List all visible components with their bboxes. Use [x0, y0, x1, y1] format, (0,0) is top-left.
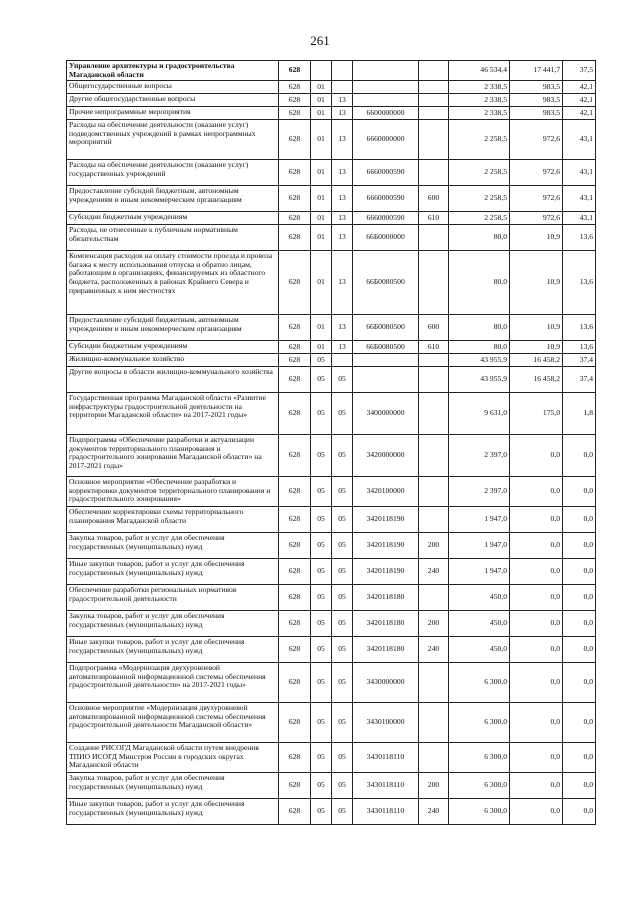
- cell-section: 05: [311, 585, 332, 611]
- cell-section: 01: [311, 225, 332, 251]
- cell-section: [311, 61, 332, 81]
- table-row: [67, 61, 596, 81]
- cell-percent: 0,0: [563, 477, 596, 507]
- cell-percent: 37,5: [563, 61, 596, 81]
- cell-plan: 46 534,4: [449, 61, 510, 81]
- cell-name: Закупка товаров, работ и услуг для обеспечения государственных (муниципальных) нужд: [67, 773, 279, 799]
- cell-target-article: [353, 94, 419, 107]
- cell-section: 05: [311, 663, 332, 703]
- cell-expense-type: [419, 94, 449, 107]
- cell-target-article: 6660000000: [353, 120, 419, 160]
- cell-percent: 0,0: [563, 773, 596, 799]
- cell-expense-type: [419, 107, 449, 120]
- cell-name: Закупка товаров, работ и услуг для обеспечения государственных (муниципальных) нужд: [67, 533, 279, 559]
- cell-fact: 0,0: [510, 703, 563, 743]
- cell-name: Обеспечение корректировки схемы территориального планирования Магаданской области: [67, 507, 279, 533]
- cell-section: 05: [311, 533, 332, 559]
- cell-section: 05: [311, 773, 332, 799]
- table-row: [67, 743, 596, 773]
- cell-plan: 2 258,5: [449, 160, 510, 186]
- cell-plan: 450,0: [449, 585, 510, 611]
- cell-section: 05: [311, 559, 332, 585]
- cell-plan: 80,0: [449, 225, 510, 251]
- cell-expense-type: 610: [419, 341, 449, 354]
- cell-expense-type: [419, 81, 449, 94]
- table-row: [67, 251, 596, 315]
- cell-section: 01: [311, 94, 332, 107]
- cell-percent: 0,0: [563, 435, 596, 477]
- cell-section: 05: [311, 743, 332, 773]
- cell-subsection: 05: [332, 637, 353, 663]
- cell-expense-type: [419, 703, 449, 743]
- cell-grbs: 628: [279, 611, 311, 637]
- table-row: [67, 477, 596, 507]
- cell-expense-type: [419, 663, 449, 703]
- table-row: [67, 212, 596, 225]
- cell-fact: 0,0: [510, 533, 563, 559]
- cell-target-article: 3420118190: [353, 507, 419, 533]
- cell-percent: 13,6: [563, 225, 596, 251]
- cell-target-article: 3420118190: [353, 559, 419, 585]
- cell-subsection: 05: [332, 585, 353, 611]
- cell-name: Другие общегосударственные вопросы: [67, 94, 279, 107]
- cell-grbs: 628: [279, 81, 311, 94]
- cell-section: 05: [311, 611, 332, 637]
- cell-grbs: 628: [279, 225, 311, 251]
- cell-grbs: 628: [279, 315, 311, 341]
- cell-grbs: 628: [279, 559, 311, 585]
- cell-section: 05: [311, 354, 332, 367]
- cell-name: Основное мероприятие «Модернизация двухуровневой автоматизированной информационной системы обеспечения градостроительной деятельности Магаданской области»: [67, 703, 279, 743]
- cell-percent: 13,6: [563, 315, 596, 341]
- cell-subsection: 05: [332, 477, 353, 507]
- cell-name: Иные закупки товаров, работ и услуг для обеспечения государственных (муниципальных) нужд: [67, 799, 279, 825]
- cell-subsection: [332, 61, 353, 81]
- cell-subsection: 05: [332, 799, 353, 825]
- cell-expense-type: [419, 743, 449, 773]
- table-row: [67, 341, 596, 354]
- cell-section: 01: [311, 81, 332, 94]
- cell-target-article: 3420118190: [353, 533, 419, 559]
- table-row: [67, 367, 596, 393]
- cell-percent: 42,1: [563, 81, 596, 94]
- cell-percent: 42,1: [563, 107, 596, 120]
- cell-fact: 972,6: [510, 120, 563, 160]
- table-row: [67, 637, 596, 663]
- cell-subsection: 05: [332, 663, 353, 703]
- cell-fact: 10,9: [510, 251, 563, 315]
- cell-expense-type: 240: [419, 559, 449, 585]
- cell-section: 01: [311, 186, 332, 212]
- cell-fact: 0,0: [510, 507, 563, 533]
- cell-target-article: 3430118110: [353, 743, 419, 773]
- cell-grbs: 628: [279, 212, 311, 225]
- cell-name: Расходы на обеспечение деятельности (оказание услуг) государственных учреждений: [67, 160, 279, 186]
- cell-plan: 2 258,5: [449, 212, 510, 225]
- cell-name: Государственная программа Магаданской области «Развитие инфраструктуры градостроительной деятельности на территории Магаданской области» на 2017-2021 годы»: [67, 393, 279, 435]
- cell-plan: 2 338,5: [449, 81, 510, 94]
- cell-percent: 42,1: [563, 94, 596, 107]
- cell-subsection: 05: [332, 533, 353, 559]
- cell-target-article: [353, 367, 419, 393]
- cell-target-article: 66Б0080500: [353, 341, 419, 354]
- cell-section: 01: [311, 251, 332, 315]
- cell-percent: 0,0: [563, 703, 596, 743]
- cell-subsection: [332, 354, 353, 367]
- cell-percent: 13,6: [563, 341, 596, 354]
- cell-expense-type: 200: [419, 773, 449, 799]
- table-row: [67, 507, 596, 533]
- cell-target-article: 3420118180: [353, 637, 419, 663]
- cell-grbs: 628: [279, 507, 311, 533]
- cell-name: Субсидии бюджетным учреждениям: [67, 212, 279, 225]
- table-row: [67, 393, 596, 435]
- cell-grbs: 628: [279, 107, 311, 120]
- cell-name: Подпрограмма «Обеспечение разработки и актуализации документов территориального планирования и градостроительного зонирования Магаданской области» на 2017-2021 годы»: [67, 435, 279, 477]
- table-row: [67, 81, 596, 94]
- cell-grbs: 628: [279, 533, 311, 559]
- cell-plan: 2 338,5: [449, 107, 510, 120]
- cell-grbs: 628: [279, 367, 311, 393]
- cell-target-article: 66Б0080500: [353, 315, 419, 341]
- cell-fact: 983,5: [510, 107, 563, 120]
- cell-fact: 983,5: [510, 94, 563, 107]
- cell-grbs: 628: [279, 94, 311, 107]
- cell-subsection: [332, 81, 353, 94]
- cell-subsection: 13: [332, 160, 353, 186]
- cell-expense-type: [419, 61, 449, 81]
- cell-section: 05: [311, 799, 332, 825]
- cell-grbs: 628: [279, 585, 311, 611]
- cell-subsection: 13: [332, 225, 353, 251]
- cell-target-article: 66Б0000000: [353, 225, 419, 251]
- cell-grbs: 628: [279, 251, 311, 315]
- cell-section: 05: [311, 367, 332, 393]
- cell-target-article: 3430100000: [353, 703, 419, 743]
- cell-name: Управление архитектуры и градостроительства Магаданской области: [67, 61, 279, 81]
- cell-subsection: 13: [332, 120, 353, 160]
- cell-grbs: 628: [279, 435, 311, 477]
- cell-plan: 6 300,0: [449, 773, 510, 799]
- cell-name: Расходы, не отнесенные к публичным нормативным обязательствам: [67, 225, 279, 251]
- cell-grbs: 628: [279, 703, 311, 743]
- cell-fact: 175,0: [510, 393, 563, 435]
- cell-fact: 16 458,2: [510, 354, 563, 367]
- cell-section: 01: [311, 120, 332, 160]
- cell-percent: 0,0: [563, 559, 596, 585]
- cell-fact: 17 441,7: [510, 61, 563, 81]
- cell-grbs: 628: [279, 477, 311, 507]
- cell-target-article: [353, 61, 419, 81]
- cell-fact: 0,0: [510, 773, 563, 799]
- cell-subsection: 13: [332, 107, 353, 120]
- cell-name: Субсидии бюджетным учреждениям: [67, 341, 279, 354]
- cell-subsection: 13: [332, 186, 353, 212]
- cell-target-article: 3420000000: [353, 435, 419, 477]
- cell-section: 05: [311, 435, 332, 477]
- cell-plan: 6 300,0: [449, 703, 510, 743]
- cell-target-article: 3430000000: [353, 663, 419, 703]
- cell-plan: 2 258,5: [449, 186, 510, 212]
- cell-fact: 0,0: [510, 585, 563, 611]
- cell-fact: 10,9: [510, 341, 563, 354]
- cell-plan: 6 300,0: [449, 799, 510, 825]
- cell-grbs: 628: [279, 186, 311, 212]
- table-row: [67, 160, 596, 186]
- cell-subsection: 05: [332, 367, 353, 393]
- cell-percent: 13,6: [563, 251, 596, 315]
- cell-expense-type: 200: [419, 533, 449, 559]
- table-row: [67, 585, 596, 611]
- table-row: [67, 107, 596, 120]
- cell-target-article: 3420118180: [353, 611, 419, 637]
- cell-subsection: 13: [332, 341, 353, 354]
- cell-expense-type: 600: [419, 315, 449, 341]
- cell-name: Основное мероприятие «Обеспечение разработки и корректировки документов территориального планирования и градостроительного зонирования»: [67, 477, 279, 507]
- cell-section: 01: [311, 160, 332, 186]
- cell-target-article: 6660000590: [353, 186, 419, 212]
- cell-grbs: 628: [279, 354, 311, 367]
- cell-grbs: 628: [279, 160, 311, 186]
- cell-target-article: 66Б0080500: [353, 251, 419, 315]
- cell-name: Другие вопросы в области жилищно-коммунального хозяйства: [67, 367, 279, 393]
- cell-expense-type: [419, 477, 449, 507]
- cell-subsection: 05: [332, 393, 353, 435]
- cell-fact: 0,0: [510, 559, 563, 585]
- cell-grbs: 628: [279, 637, 311, 663]
- cell-subsection: 13: [332, 94, 353, 107]
- cell-subsection: 13: [332, 251, 353, 315]
- cell-section: 05: [311, 703, 332, 743]
- page-number: 261: [310, 33, 330, 48]
- cell-grbs: 628: [279, 393, 311, 435]
- cell-name: Общегосударственные вопросы: [67, 81, 279, 94]
- cell-percent: 0,0: [563, 585, 596, 611]
- cell-plan: 1 947,0: [449, 533, 510, 559]
- cell-name: Обеспечение разработки региональных нормативов градостроительной деятельности: [67, 585, 279, 611]
- cell-plan: 450,0: [449, 611, 510, 637]
- cell-plan: 2 397,0: [449, 477, 510, 507]
- table-row: [67, 773, 596, 799]
- cell-percent: 43,1: [563, 120, 596, 160]
- cell-section: 01: [311, 212, 332, 225]
- cell-plan: 2 397,0: [449, 435, 510, 477]
- cell-expense-type: [419, 393, 449, 435]
- cell-percent: 0,0: [563, 799, 596, 825]
- cell-fact: 0,0: [510, 799, 563, 825]
- table-row: [67, 559, 596, 585]
- cell-plan: 1 947,0: [449, 507, 510, 533]
- cell-percent: 43,1: [563, 212, 596, 225]
- cell-expense-type: [419, 120, 449, 160]
- cell-target-article: 3420118180: [353, 585, 419, 611]
- cell-section: 01: [311, 107, 332, 120]
- cell-subsection: 05: [332, 703, 353, 743]
- cell-name: Иные закупки товаров, работ и услуг для обеспечения государственных (муниципальных) нужд: [67, 637, 279, 663]
- cell-subsection: 05: [332, 507, 353, 533]
- cell-subsection: 05: [332, 611, 353, 637]
- cell-grbs: 628: [279, 799, 311, 825]
- cell-target-article: [353, 81, 419, 94]
- cell-subsection: 13: [332, 212, 353, 225]
- table-row: [67, 186, 596, 212]
- cell-plan: 80,0: [449, 315, 510, 341]
- cell-subsection: 05: [332, 773, 353, 799]
- cell-target-article: 3430118110: [353, 773, 419, 799]
- budget-table: [66, 60, 596, 825]
- table-row: [67, 533, 596, 559]
- cell-expense-type: [419, 435, 449, 477]
- cell-section: 01: [311, 341, 332, 354]
- table-row: [67, 225, 596, 251]
- cell-section: 05: [311, 507, 332, 533]
- cell-name: Расходы на обеспечение деятельности (оказание услуг) подведомственных учреждений в рамках непрограммных мероприятий: [67, 120, 279, 160]
- table-row: [67, 354, 596, 367]
- cell-target-article: [353, 354, 419, 367]
- cell-percent: 37,4: [563, 367, 596, 393]
- cell-subsection: 13: [332, 315, 353, 341]
- cell-section: 05: [311, 637, 332, 663]
- cell-expense-type: [419, 354, 449, 367]
- cell-name: Создание РИСОГД Магаданской области путем внедрения ТПИО ИСОГД Минстроя России в городских округах Магаданской области: [67, 743, 279, 773]
- cell-name: Закупка товаров, работ и услуг для обеспечения государственных (муниципальных) нужд: [67, 611, 279, 637]
- cell-plan: 80,0: [449, 341, 510, 354]
- cell-name: Подпрограмма «Модернизация двухуровневой автоматизированной информационной системы обеспечения градостроительной деятельности» на 2017-2021 годы»: [67, 663, 279, 703]
- cell-name: Иные закупки товаров, работ и услуг для обеспечения государственных (муниципальных) нужд: [67, 559, 279, 585]
- cell-expense-type: [419, 585, 449, 611]
- cell-fact: 0,0: [510, 743, 563, 773]
- cell-percent: 37,4: [563, 354, 596, 367]
- cell-plan: 2 338,5: [449, 94, 510, 107]
- table-row: [67, 435, 596, 477]
- table-body: [67, 61, 596, 825]
- cell-target-article: 6600000000: [353, 107, 419, 120]
- table-row: [67, 94, 596, 107]
- cell-fact: 983,5: [510, 81, 563, 94]
- cell-percent: 0,0: [563, 663, 596, 703]
- cell-plan: 43 955,9: [449, 367, 510, 393]
- cell-expense-type: [419, 160, 449, 186]
- cell-name: Предоставление субсидий бюджетным, автономным учреждениям и иным некоммерческим организациям: [67, 315, 279, 341]
- cell-expense-type: 600: [419, 186, 449, 212]
- cell-percent: 43,1: [563, 160, 596, 186]
- cell-expense-type: [419, 225, 449, 251]
- table-row: [67, 663, 596, 703]
- cell-subsection: 05: [332, 435, 353, 477]
- cell-grbs: 628: [279, 773, 311, 799]
- cell-fact: 0,0: [510, 663, 563, 703]
- cell-subsection: 05: [332, 559, 353, 585]
- cell-expense-type: [419, 367, 449, 393]
- table-row: [67, 611, 596, 637]
- cell-fact: 972,6: [510, 160, 563, 186]
- cell-fact: 972,6: [510, 212, 563, 225]
- cell-fact: 0,0: [510, 637, 563, 663]
- cell-expense-type: [419, 251, 449, 315]
- cell-percent: 1,8: [563, 393, 596, 435]
- cell-name: Прочие непрограммные мероприятия: [67, 107, 279, 120]
- cell-plan: 9 631,0: [449, 393, 510, 435]
- cell-target-article: 6660000590: [353, 160, 419, 186]
- cell-target-article: 3420100000: [353, 477, 419, 507]
- cell-plan: 80,0: [449, 251, 510, 315]
- cell-subsection: 05: [332, 743, 353, 773]
- cell-plan: 6 300,0: [449, 663, 510, 703]
- cell-percent: 0,0: [563, 611, 596, 637]
- cell-percent: 0,0: [563, 637, 596, 663]
- cell-target-article: 3400000000: [353, 393, 419, 435]
- cell-percent: 0,0: [563, 507, 596, 533]
- cell-plan: 450,0: [449, 637, 510, 663]
- cell-grbs: 628: [279, 663, 311, 703]
- cell-expense-type: 240: [419, 637, 449, 663]
- cell-plan: 6 300,0: [449, 743, 510, 773]
- cell-section: 05: [311, 477, 332, 507]
- cell-percent: 0,0: [563, 533, 596, 559]
- table-row: [67, 315, 596, 341]
- cell-target-article: 3430118110: [353, 799, 419, 825]
- cell-fact: 0,0: [510, 611, 563, 637]
- table-row: [67, 120, 596, 160]
- cell-name: Предоставление субсидий бюджетным, автономным учреждениям и иным некоммерческим организациям: [67, 186, 279, 212]
- cell-expense-type: [419, 507, 449, 533]
- cell-target-article: 6660000590: [353, 212, 419, 225]
- table-row: [67, 799, 596, 825]
- cell-grbs: 628: [279, 61, 311, 81]
- cell-grbs: 628: [279, 341, 311, 354]
- cell-expense-type: 240: [419, 799, 449, 825]
- cell-section: 05: [311, 393, 332, 435]
- table-row: [67, 703, 596, 743]
- cell-grbs: 628: [279, 120, 311, 160]
- cell-name: Компенсация расходов на оплату стоимости проезда и провоза багажа к месту использования отпуска и обратно лицам, работающим в организациях, финансируемых из областного бюджета, расположенных в районах Крайнего Севера и приравненных к ним местностях: [67, 251, 279, 315]
- cell-fact: 10,9: [510, 315, 563, 341]
- cell-plan: 43 955,9: [449, 354, 510, 367]
- cell-fact: 972,6: [510, 186, 563, 212]
- cell-fact: 16 458,2: [510, 367, 563, 393]
- cell-section: 01: [311, 315, 332, 341]
- cell-percent: 0,0: [563, 743, 596, 773]
- cell-expense-type: 200: [419, 611, 449, 637]
- cell-expense-type: 610: [419, 212, 449, 225]
- cell-fact: 0,0: [510, 477, 563, 507]
- cell-name: Жилищно-коммунальное хозяйство: [67, 354, 279, 367]
- cell-fact: 10,9: [510, 225, 563, 251]
- cell-grbs: 628: [279, 743, 311, 773]
- cell-percent: 43,1: [563, 186, 596, 212]
- cell-fact: 0,0: [510, 435, 563, 477]
- cell-plan: 1 947,0: [449, 559, 510, 585]
- cell-plan: 2 258,5: [449, 120, 510, 160]
